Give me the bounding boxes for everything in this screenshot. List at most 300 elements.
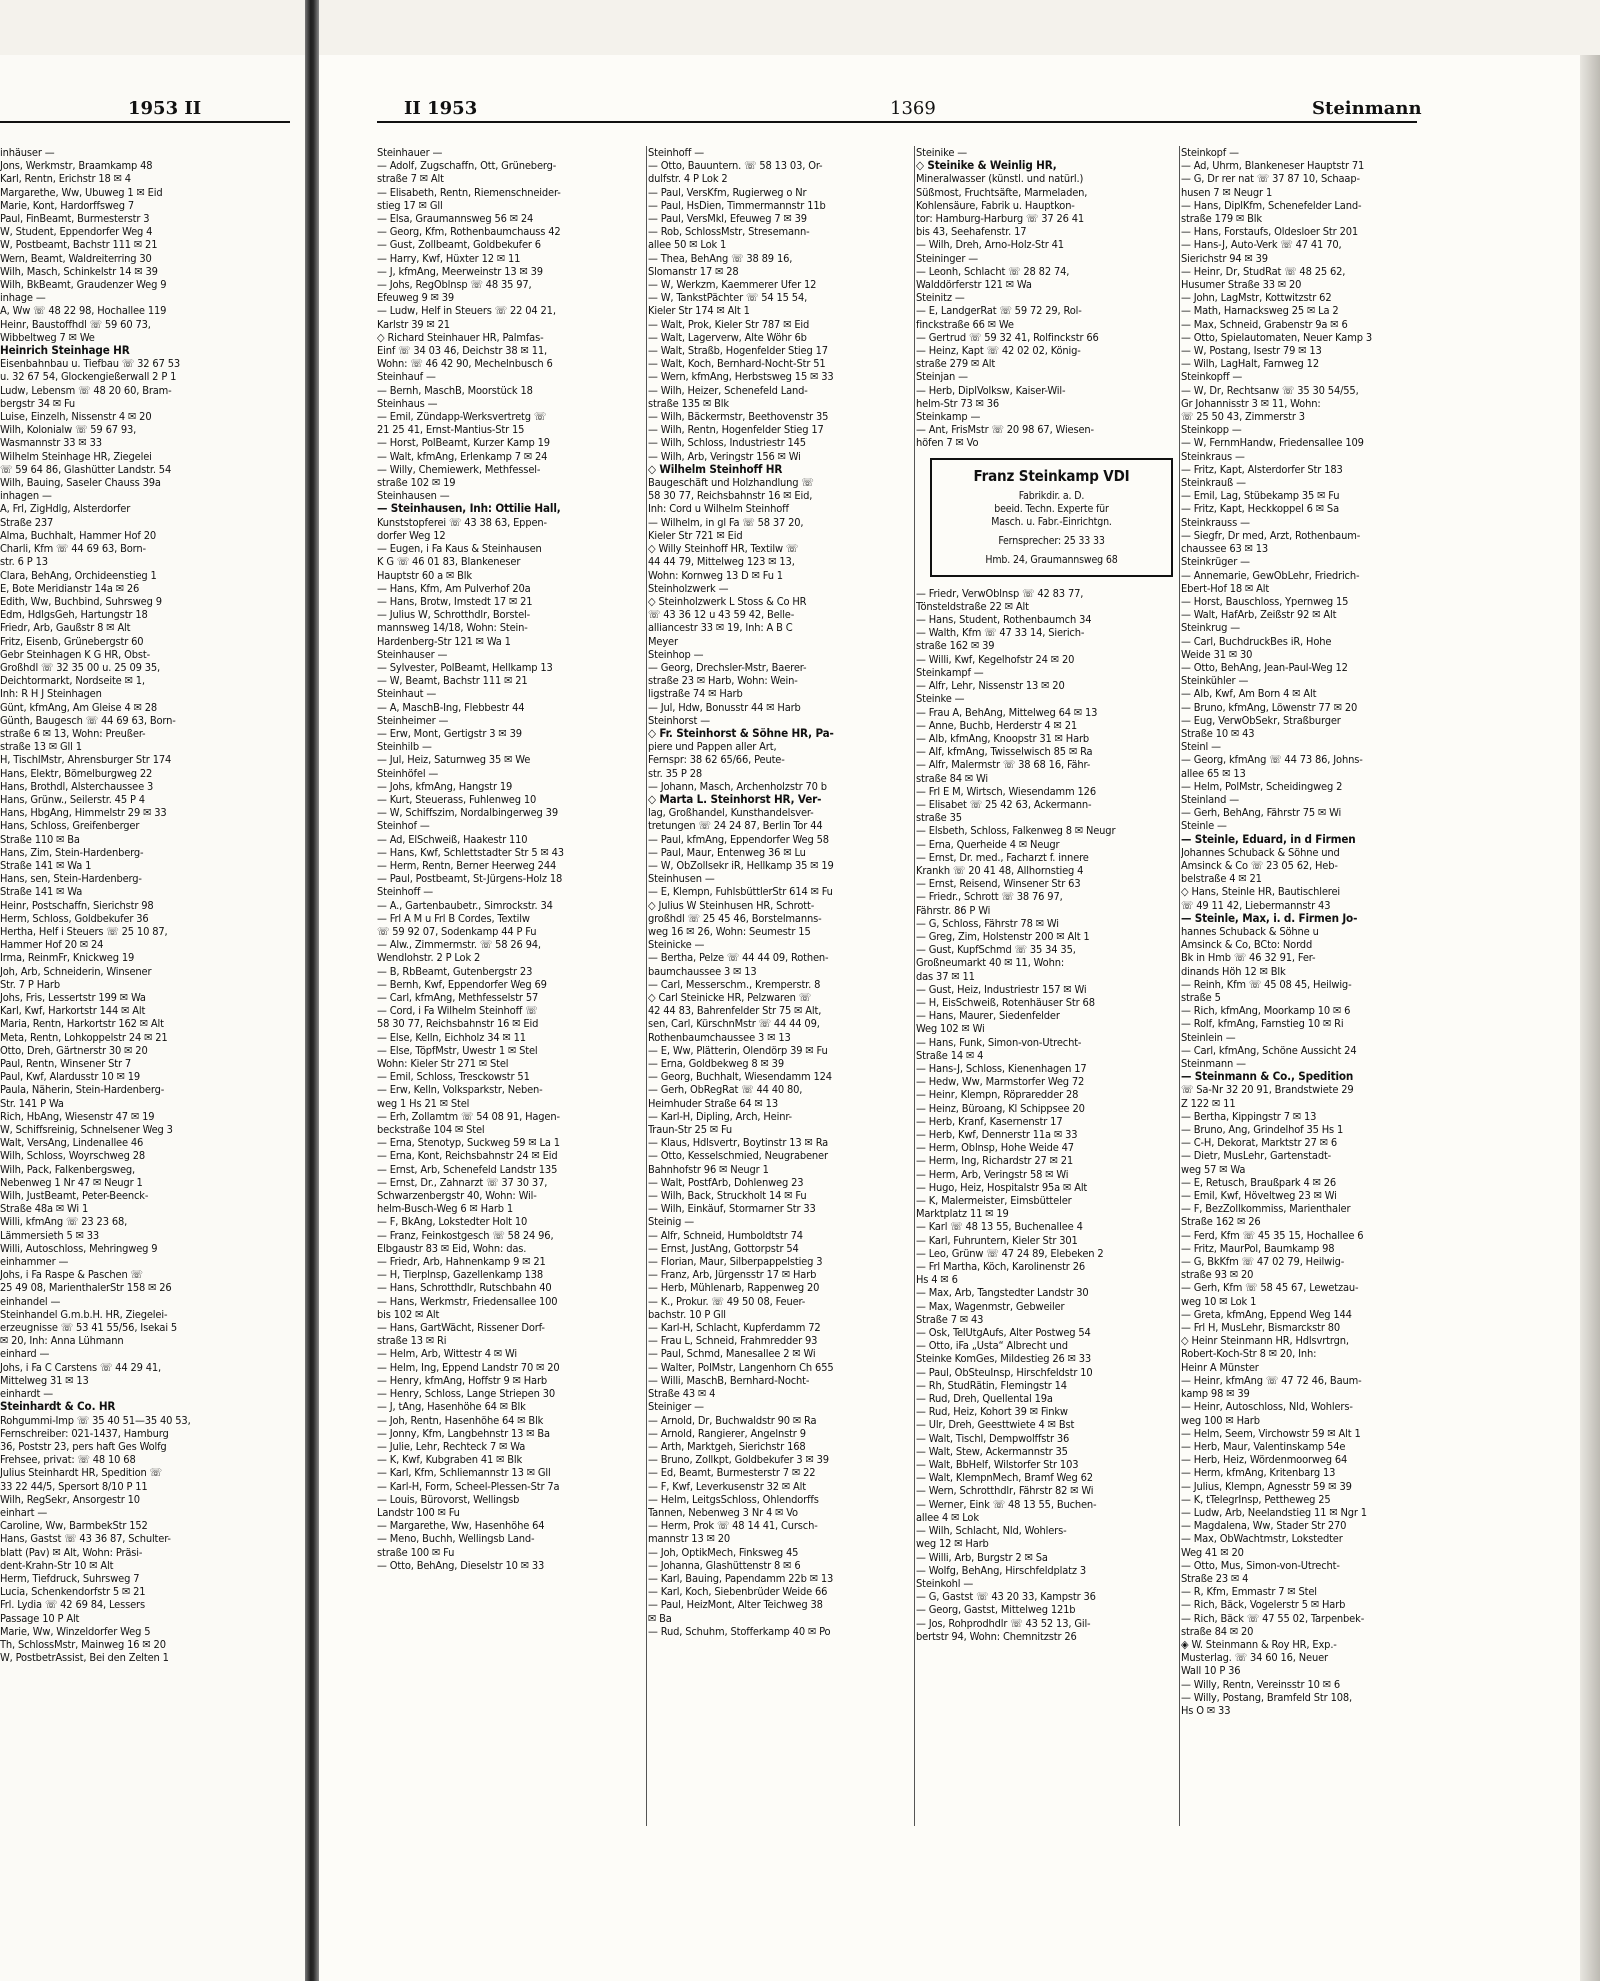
directory-entry: Steinhusen —: [648, 872, 715, 886]
directory-entry: Luise, Einzelh, Nissenstr 4 ✉ 20: [0, 410, 152, 424]
directory-entry: — Johs, kfmAng, Hangstr 19: [377, 779, 513, 793]
directory-entry: mannsweg 14/18, Wohn: Stein-: [377, 621, 528, 635]
directory-entry: Julius Steinhardt HR, Spedition ☏: [0, 1466, 162, 1480]
directory-entry: stieg 17 ✉ Gll: [377, 198, 443, 212]
directory-entry: Straße 43 ✉ 4: [648, 1387, 716, 1401]
directory-firm-entry: ◇ Wilhelm Steinhoff HR: [648, 462, 783, 476]
directory-entry: Rothenbaumchaussee 3 ✉ 13: [648, 1030, 791, 1044]
directory-entry: — Herb, Heiz, Wördenmoorweg 64: [1181, 1453, 1348, 1467]
directory-entry: — Ernst, Reisend, Winsener Str 63: [916, 877, 1081, 891]
directory-entry: — Joh, Rentn, Hasenhöhe 64 ✉ Blk: [377, 1413, 544, 1427]
directory-entry: — Fritz, Kapt, Heckkoppel 6 ✉ Sa: [1181, 502, 1339, 516]
directory-entry: — Hans, Maurer, Siedenfelder: [916, 1009, 1060, 1023]
directory-entry: allee 50 ✉ Lok 1: [648, 238, 727, 252]
directory-entry: Wall 10 P 36: [1181, 1664, 1241, 1678]
directory-entry: — Gerh, BehAng, Fährstr 75 ✉ Wi: [1181, 806, 1342, 820]
directory-entry: Hans, Zim, Stein-Hardenberg-: [0, 845, 144, 859]
directory-entry: allee 65 ✉ 13: [1181, 766, 1246, 780]
directory-entry: — Helm, Ing, Eppend Landstr 70 ✉ 20: [377, 1360, 560, 1374]
directory-entry: Schwarzenbergstr 40, Wohn: Wil-: [377, 1189, 537, 1203]
directory-entry: — G, BkKfm ☏ 47 02 79, Heilwig-: [1181, 1255, 1345, 1269]
directory-entry: Straße 141 ✉ Wa: [0, 885, 83, 899]
directory-entry: Efeuweg 9 ✉ 39: [377, 291, 455, 305]
directory-entry: Steinhorst —: [648, 713, 710, 727]
directory-entry: — Herm, kfmAng, Kritenbarg 13: [1181, 1466, 1336, 1480]
directory-entry: Weg 102 ✉ Wi: [916, 1022, 985, 1036]
directory-entry: Steinkrauß —: [1181, 476, 1246, 490]
directory-entry: Herm, Schloss, Goldbekufer 36: [0, 911, 149, 925]
directory-entry: — Annemarie, GewObLehr, Friedrich-: [1181, 568, 1360, 582]
directory-entry: Paula, Näherin, Stein-Hardenberg-: [0, 1083, 165, 1097]
directory-firm-entry: ◇ Steinike & Weinlig HR,: [916, 159, 1057, 173]
directory-entry: ◈ W. Steinmann & Roy HR, Exp.-: [1181, 1637, 1337, 1651]
page-number: 1369: [890, 98, 936, 119]
directory-entry: — Georg, Kfm, Rothenbaumchauss 42: [377, 225, 561, 239]
directory-entry: Wibbeltweg 7 ✉ We: [0, 330, 95, 344]
directory-entry: — G, Schloss, Fährstr 78 ✉ Wi: [916, 916, 1059, 930]
directory-entry: — Walt, Tischl, Dempwolffstr 36: [916, 1431, 1070, 1445]
directory-entry: — Hans, Student, Rothenbaumch 34: [916, 613, 1092, 627]
directory-entry: Lämmersieth 5 ✉ 33: [0, 1228, 100, 1242]
directory-entry: — Harry, Kwf, Hüxter 12 ✉ 11: [377, 251, 521, 265]
directory-entry: — Rich, Bäck, Vogelerstr 5 ✉ Harb: [1181, 1598, 1346, 1612]
directory-entry: Wilhelm Steinhage HR, Ziegelei: [0, 449, 152, 463]
directory-entry: — Arnold, Rangierer, Angelnstr 9: [648, 1426, 806, 1440]
directory-entry: — Klaus, Hdlsvertr, Boytinstr 13 ✉ Ra: [648, 1136, 829, 1150]
directory-entry: — B, RbBeamt, Gutenbergstr 23: [377, 964, 533, 978]
directory-entry: Großhdl ☏ 32 35 00 u. 25 09 35,: [0, 660, 161, 674]
directory-entry: chaussee 63 ✉ 13: [1181, 542, 1269, 556]
directory-entry: ◇ Willy Steinhoff HR, Textilw ☏: [648, 542, 799, 556]
directory-entry: — Franz, Arb, Jürgensstr 17 ✉ Harb: [648, 1268, 817, 1282]
directory-entry: Steinhoff —: [648, 146, 704, 159]
directory-entry: — Dietr, MusLehr, Gartenstadt-: [1181, 1149, 1332, 1163]
directory-entry: weg 12 ✉ Harb: [916, 1537, 989, 1551]
directory-entry: Straße 141 ✉ Wa 1: [0, 858, 92, 872]
directory-entry: — Wilh, Heizer, Schenefeld Land-: [648, 383, 808, 397]
directory-entry: — Werner, Eink ☏ 48 13 55, Buchen-: [916, 1497, 1097, 1511]
directory-entry: straße 93 ✉ 20: [1181, 1268, 1254, 1282]
directory-entry: Heinr, Postschaffn, Sierichstr 98: [0, 898, 154, 912]
directory-entry: — Rich, kfmAng, Moorkamp 10 ✉ 6: [1181, 1004, 1351, 1018]
directory-entry: — Rh, StudRätin, Flemingstr 14: [916, 1378, 1067, 1392]
directory-entry: Steinkopp —: [1181, 423, 1242, 437]
directory-entry: — Greg, Zim, Holstenstr 200 ✉ Alt 1: [916, 929, 1090, 943]
directory-entry: W, Student, Eppendorfer Weg 4: [0, 225, 153, 239]
directory-entry: — Sylvester, PolBeamt, Hellkamp 13: [377, 660, 553, 674]
directory-entry: — Hugo, Heiz, Hospitalstr 95a ✉ Alt: [916, 1180, 1088, 1194]
directory-entry: — Wilh, Schloss, Industriestr 145: [648, 436, 806, 450]
directory-firm-entry: — Steinle, Eduard, in d Firmen: [1181, 832, 1356, 846]
right-header-rule: [377, 121, 1417, 123]
directory-entry: Traun-Str 25 ✉ Fu: [648, 1123, 733, 1137]
directory-entry: — Hans-J, Schloss, Kienenhagen 17: [916, 1061, 1087, 1075]
directory-entry: Th, SchlossMstr, Mainweg 16 ✉ 20: [0, 1637, 166, 1651]
directory-entry: — Bernh, Kwf, Eppendorfer Weg 69: [377, 977, 547, 991]
directory-entry: Steinheimer —: [377, 713, 449, 727]
directory-entry: alliancestr 33 ✉ 19, Inh: A B C: [648, 621, 793, 635]
directory-entry: Ebert-Hof 18 ✉ Alt: [1181, 581, 1270, 595]
directory-entry: — Wilh, Schlacht, Nld, Wohlers-: [916, 1524, 1067, 1538]
directory-entry: — Walt, HafArb, Zeißstr 92 ✉ Alt: [1181, 608, 1337, 622]
directory-entry: Steinle —: [1181, 819, 1227, 833]
directory-entry: — Ferd, Kfm ☏ 45 35 15, Hochallee 6: [1181, 1228, 1364, 1242]
directory-entry: Steinhauer —: [377, 146, 443, 159]
directory-entry: — Alf, kfmAng, Twisselwisch 85 ✉ Ra: [916, 745, 1093, 759]
directory-entry: einhardt —: [0, 1387, 54, 1401]
directory-entry: Charli, Kfm ☏ 44 69 63, Born-: [0, 542, 146, 556]
directory-entry: — Karl, Kfm, Schliemannstr 13 ✉ Gll: [377, 1466, 551, 1480]
directory-entry: Wilh, Pack, Falkenbergsweg,: [0, 1162, 136, 1176]
directory-entry: — Fritz, Kapt, Alsterdorfer Str 183: [1181, 462, 1343, 476]
directory-entry: bergstr 34 ✉ Fu: [0, 396, 76, 410]
directory-entry: straße 162 ✉ 39: [916, 639, 995, 653]
directory-entry: Steinhof —: [377, 819, 430, 833]
running-head: Steinmann: [1312, 98, 1422, 119]
directory-entry: Kohlensäure, Fabrik u. Hauptkon-: [916, 198, 1075, 212]
directory-entry: Tannen, Nebenweg 3 Nr 4 ✉ Vo: [648, 1505, 798, 1519]
directory-column-4: [1181, 146, 1416, 1971]
column-divider: [646, 146, 647, 1826]
directory-entry: — W, FernmHandw, Friedensallee 109: [1181, 436, 1364, 450]
directory-entry: — Carl, kfmAng, Methfesselstr 57: [377, 991, 539, 1004]
directory-entry: — Georg, Buchhalt, Wiesendamm 124: [648, 1070, 832, 1084]
directory-entry: — Jul, Hdw, Bonusstr 44 ✉ Harb: [648, 700, 801, 714]
directory-entry: — Jonny, Kfm, Langbehnstr 13 ✉ Ba: [377, 1426, 550, 1440]
directory-entry: — Otto, BehAng, Jean-Paul-Weg 12: [1181, 660, 1348, 674]
directory-entry: — Reinh, Kfm ☏ 45 08 45, Heilwig-: [1181, 977, 1352, 991]
directory-entry: — Alfr, Schneid, Humboldtstr 74: [648, 1228, 803, 1242]
directory-entry: — Gertrud ☏ 59 32 41, Rolfinckstr 66: [916, 330, 1099, 344]
directory-entry: Paul, Kwf, Alardusstr 10 ✉ 19: [0, 1070, 141, 1084]
directory-entry: — Henry, Schloss, Lange Striepen 30: [377, 1387, 556, 1401]
directory-entry: Jons, Werkmstr, Braamkamp 48: [0, 159, 153, 173]
directory-firm-entry: ◇ Fr. Steinhorst & Söhne HR, Pa-: [648, 726, 834, 740]
directory-entry: Straße 110 ✉ Ba: [0, 832, 80, 846]
directory-entry: — Paul, HeizMont, Alter Teichweg 38: [648, 1598, 823, 1612]
directory-entry: — Hans, Schrotthdlr, Rutschbahn 40: [377, 1281, 552, 1295]
directory-entry: — E, LandgerRat ☏ 59 72 29, Rol-: [916, 304, 1082, 318]
directory-entry: straße 35: [916, 811, 962, 825]
directory-entry: — Erna, Kont, Reichsbahnstr 24 ✉ Eid: [377, 1149, 558, 1163]
directory-entry: finckstraße 66 ✉ We: [916, 317, 1014, 331]
directory-entry: — Otto, Kesselschmied, Neugrabener: [648, 1149, 828, 1163]
directory-entry: straße 135 ✉ Blk: [648, 396, 729, 410]
directory-entry: dent-Krahn-Str 10 ✉ Alt: [0, 1558, 114, 1572]
directory-entry: — Greta, kfmAng, Eppend Weg 144: [1181, 1307, 1352, 1321]
directory-entry: Großneumarkt 40 ✉ 11, Wohn:: [916, 956, 1065, 970]
directory-entry: — Cord, i Fa Wilhelm Steinhoff ☏: [377, 1004, 538, 1018]
directory-entry: ◇ Julius W Steinhusen HR, Schrott-: [648, 898, 815, 912]
directory-entry: — Erna, Stenotyp, Suckweg 59 ✉ La 1: [377, 1136, 560, 1150]
directory-entry: 33 22 44/5, Spersort 8/10 P 11: [0, 1479, 148, 1493]
directory-entry: — Otto, iFa „Usta“ Albrecht und: [916, 1339, 1068, 1353]
directory-firm-entry: Heinrich Steinhage HR: [0, 344, 130, 358]
directory-entry: — Else, TöpfMstr, Uwestr 1 ✉ Stel: [377, 1043, 538, 1057]
directory-entry: — Herb, Kwf, Dennerstr 11a ✉ 33: [916, 1128, 1078, 1141]
directory-entry: — Gust, Zollbeamt, Goldbekufer 6: [377, 238, 541, 252]
directory-entry: Wilh, Kolonialw ☏ 59 67 93,: [0, 423, 137, 437]
directory-entry: weg 1 Hs 21 ✉ Stel: [377, 1096, 470, 1110]
ad-line: beeid. Techn. Experte für: [994, 502, 1109, 515]
directory-column-3: [916, 146, 1177, 1971]
directory-entry: — Karl, Fuhruntern, Kieler Str 301: [916, 1233, 1078, 1247]
directory-entry: — Rob, SchlossMstr, Stresemann-: [648, 225, 810, 239]
directory-entry: Str. 7 P Harb: [0, 977, 60, 991]
directory-entry: — Ant, FrisMstr ☏ 20 98 67, Wiesen-: [916, 423, 1094, 437]
directory-entry: Paul, FinBeamt, Burmesterstr 3: [0, 212, 150, 226]
directory-entry: Steiniger —: [648, 1400, 704, 1414]
directory-entry: — W, Beamt, Bachstr 111 ✉ 21: [377, 674, 528, 688]
directory-entry: husen 7 ✉ Neugr 1: [1181, 185, 1273, 199]
directory-entry: — Georg, kfmAng ☏ 44 73 86, Johns-: [1181, 753, 1363, 767]
directory-entry: — Emil, Schloss, Tresckowstr 51: [377, 1070, 530, 1084]
directory-entry: 58 30 77, Reichsbahnstr 16 ✉ Eid,: [648, 489, 813, 503]
directory-entry: — J, tAng, Hasenhöhe 64 ✉ Blk: [377, 1400, 526, 1414]
directory-entry: Husumer Straße 33 ✉ 20: [1181, 278, 1302, 292]
directory-entry: — Ernst, Dr., Zahnarzt ☏ 37 30 37,: [377, 1175, 548, 1189]
directory-entry: Wern, Beamt, Waldreiterring 30: [0, 251, 152, 265]
directory-entry: — F, BkAng, Lokstedter Holt 10: [377, 1215, 528, 1229]
directory-entry: Steinhaut —: [377, 687, 437, 701]
directory-entry: Gebr Steinhagen K G HR, Obst-: [0, 647, 151, 661]
directory-entry: — Friedr, VerwOblnsp ☏ 42 83 77,: [916, 586, 1084, 600]
directory-entry: — Emil, Kwf, Höveltweg 23 ✉ Wi: [1181, 1189, 1337, 1203]
directory-entry: — Frl Martha, Köch, Karolinenstr 26: [916, 1260, 1086, 1274]
directory-entry: E, Bote Meridianstr 14a ✉ 26: [0, 581, 140, 595]
directory-entry: Bahnhofstr 96 ✉ Neugr 1: [648, 1162, 769, 1176]
directory-entry: — Herb, Mühlenarb, Rappenweg 20: [648, 1281, 820, 1295]
directory-entry: — G, Gastst ☏ 43 20 33, Kampstr 36: [916, 1590, 1096, 1604]
directory-entry: Maria, Rentn, Harkortstr 162 ✉ Alt: [0, 1017, 164, 1031]
directory-entry: — H, Tierplnsp, Gazellenkamp 138: [377, 1268, 544, 1282]
directory-entry: — Rolf, kfmAng, Farnstieg 10 ✉ Ri: [1181, 1017, 1344, 1031]
directory-entry: Steinjan —: [916, 370, 968, 384]
directory-entry: — Frl H, MusLehr, Bismarckstr 80: [1181, 1321, 1341, 1335]
directory-entry: kamp 98 ✉ 39: [1181, 1387, 1250, 1401]
directory-entry: ☏ 25 50 43, Zimmerstr 3: [1181, 410, 1305, 424]
directory-entry: — E, Ww, Plätterin, Olendörp 39 ✉ Fu: [648, 1043, 828, 1057]
directory-entry: — A, MaschB-Ing, Flebbestr 44: [377, 700, 525, 714]
directory-entry: — Hans, GartWächt, Rissener Dorf-: [377, 1321, 545, 1335]
directory-entry: einhart —: [0, 1505, 48, 1519]
directory-entry: Steinkopff —: [1181, 370, 1243, 384]
directory-entry: — Helm, LeitgsSchloss, Ohlendorffs: [648, 1492, 819, 1506]
directory-entry: — A., Gartenbaubetr., Simrockstr. 34: [377, 898, 553, 912]
directory-entry: straße 13 ✉ Ri: [377, 1334, 447, 1348]
directory-entry: Wilh, JustBeamt, Peter-Beenck-: [0, 1189, 149, 1203]
directory-entry: hannes Schuback & Söhne u: [1181, 924, 1319, 938]
directory-entry: — Bruno, kfmAng, Löwenstr 77 ✉ 20: [1181, 700, 1358, 714]
directory-entry: — Franz, Feinkostgesch ☏ 58 24 96,: [377, 1228, 554, 1242]
directory-entry: — Max, ObWachtmstr, Lokstedter: [1181, 1532, 1343, 1546]
directory-entry: das 37 ✉ 11: [916, 969, 975, 983]
directory-entry: — Anne, Buchb, Herderstr 4 ✉ 21: [916, 718, 1077, 732]
directory-entry: — F, BezZollkommiss, Marienthaler: [1181, 1202, 1351, 1216]
directory-entry: — K, Malermeister, Eimsbütteler: [916, 1194, 1072, 1208]
directory-entry: blatt (Pav) ✉ Alt, Wohn: Präsi-: [0, 1545, 143, 1559]
directory-entry: — Eugen, i Fa Kaus & Steinhausen: [377, 542, 542, 556]
directory-entry: — Ernst, JustAng, Gottorpstr 54: [648, 1241, 799, 1255]
directory-entry: — Wilhelm, in gl Fa ☏ 58 37 20,: [648, 515, 804, 529]
directory-entry: — Heinr, Klempn, Röpraredder 28: [916, 1088, 1079, 1102]
directory-entry: einhard —: [0, 1347, 50, 1361]
directory-entry: weg 16 ✉ 26, Wohn: Seumestr 15: [648, 924, 811, 938]
directory-entry: bis 102 ✉ Alt: [377, 1307, 440, 1321]
directory-entry: — Karl-H, Schlacht, Kupferdamm 72: [648, 1321, 821, 1335]
directory-entry: — Hans, Funk, Simon-von-Utrecht-: [916, 1035, 1082, 1049]
directory-entry: Deichtormarkt, Nordseite ✉ 1,: [0, 674, 145, 688]
directory-entry: Kieler Str 721 ✉ Eid: [648, 528, 743, 542]
directory-entry: — Willi, Arb, Burgstr 2 ✉ Sa: [916, 1550, 1048, 1564]
directory-entry: Baugeschäft und Holzhandlung ☏: [648, 476, 814, 490]
directory-entry: Weg 41 ✉ 20: [1181, 1545, 1244, 1559]
directory-entry: — Alfr, Lehr, Nissenstr 13 ✉ 20: [916, 679, 1065, 693]
directory-entry: — Paul, ObSteuInsp, Hirschfeldstr 10: [916, 1365, 1093, 1379]
directory-entry: Joh, Arb, Schneiderin, Winsener: [0, 964, 152, 978]
directory-entry: Steinkühler —: [1181, 674, 1249, 688]
directory-entry: — Florian, Maur, Silberpappelstieg 3: [648, 1255, 823, 1269]
directory-entry: Steinkrauss —: [1181, 515, 1250, 529]
directory-entry: Margarethe, Ww, Ubuweg 1 ✉ Eid: [0, 185, 163, 199]
directory-entry: — Elsbeth, Schloss, Falkenweg 8 ✉ Neugr: [916, 824, 1116, 838]
directory-entry: 42 44 83, Bahrenfelder Str 75 ✉ Alt,: [648, 1004, 822, 1018]
directory-entry: — Herm, Ing, Richardstr 27 ✉ 21: [916, 1154, 1074, 1168]
directory-entry: — Otto, Mus, Simon-von-Utrecht-: [1181, 1558, 1340, 1572]
directory-entry: Steinkrug —: [1181, 621, 1241, 635]
directory-entry: — Wilh, Rentn, Hogenfelder Stieg 17: [648, 423, 824, 437]
directory-entry: — Johann, Masch, Archenholzstr 70 b: [648, 779, 827, 793]
directory-entry: Sierichstr 94 ✉ 39: [1181, 251, 1268, 265]
directory-entry: Straße 237: [0, 515, 54, 529]
directory-entry: mannstr 13 ✉ 20: [648, 1532, 731, 1546]
directory-entry: — Erna, Querheide 4 ✉ Neugr: [916, 837, 1060, 851]
directory-entry: — Karl, Bauing, Papendamm 22b ✉ 13: [648, 1571, 834, 1585]
directory-entry: — Erw, Mont, Gertigstr 3 ✉ 39: [377, 726, 522, 740]
directory-entry: Wasmannstr 33 ✉ 33: [0, 436, 102, 450]
directory-entry: — Paul, Maur, Entenweg 36 ✉ Lu: [648, 845, 806, 859]
directory-entry: Wendlohstr. 2 P Lok 2: [377, 951, 481, 965]
directory-entry: Willi, Autoschloss, Mehringweg 9: [0, 1241, 158, 1255]
directory-entry: — Otto, Bauuntern. ☏ 58 13 03, Or-: [648, 159, 823, 173]
directory-entry: Walddörferstr 121 ✉ Wa: [916, 278, 1032, 292]
directory-entry: Steinhauf —: [377, 370, 436, 384]
directory-entry: Inh: R H J Steinhagen: [0, 687, 102, 701]
directory-entry: helm-Busch-Weg 6 ✉ Harb 1: [377, 1202, 514, 1216]
directory-entry: — E, Retusch, Braußpark 4 ✉ 26: [1181, 1175, 1337, 1189]
directory-entry: W, PostbetrAssist, Bei den Zelten 1: [0, 1651, 169, 1665]
directory-entry: — Bruno, Ang, Grindelhof 35 Hs 1: [1181, 1123, 1344, 1137]
directory-entry: — Otto, BehAng, Dieselstr 10 ✉ 33: [377, 1558, 545, 1572]
directory-entry: — Herb, Maur, Valentinskamp 54e: [1181, 1439, 1346, 1453]
directory-entry: Steinhilb —: [377, 740, 432, 754]
directory-entry: Herm, Tiefdruck, Suhrsweg 7: [0, 1571, 140, 1585]
directory-firm-entry: Steinhardt & Co. HR: [0, 1400, 116, 1414]
directory-entry: A, Frl, ZigHdlg, Alsterdorfer: [0, 502, 131, 516]
directory-entry: — Herb, DiplVolksw, Kaiser-Wil-: [916, 383, 1066, 397]
directory-entry: Straße 23 ✉ 4: [1181, 1571, 1249, 1585]
directory-entry: Steinitz —: [916, 291, 965, 305]
directory-entry: — Wilh, Dreh, Arno-Holz-Str 41: [916, 238, 1064, 252]
directory-entry: — Paul, VersMkl, Efeuweg 7 ✉ 39: [648, 212, 807, 226]
directory-entry: — Walth, Kfm ☏ 47 33 14, Sierich-: [916, 626, 1085, 640]
directory-entry: — Wilh, Bäckermstr, Beethovenstr 35: [648, 410, 829, 424]
directory-entry: — Erw, Kelln, Volksparkstr, Neben-: [377, 1083, 543, 1097]
directory-entry: beckstraße 104 ✉ Stel: [377, 1123, 485, 1137]
directory-firm-entry: — Steinmann & Co., Spedition: [1181, 1070, 1354, 1084]
directory-entry: Steinig —: [648, 1215, 695, 1229]
directory-entry: tor: Hamburg-Harburg ☏ 37 26 41: [916, 212, 1085, 226]
directory-entry: — W, TankstPächter ☏ 54 15 54,: [648, 291, 808, 305]
directory-entry: straße 5: [1181, 991, 1221, 1004]
directory-entry: Hauptstr 60 a ✉ Blk: [377, 568, 472, 582]
directory-entry: — Rud, Heiz, Kohort 39 ✉ Finkw: [916, 1405, 1068, 1419]
directory-entry: Marie, Ww, Winzeldorfer Weg 5: [0, 1624, 151, 1638]
directory-entry: Meta, Rentn, Lohkoppelstr 24 ✉ 21: [0, 1030, 168, 1044]
right-header-left: II 1953: [404, 98, 478, 119]
directory-entry: — Ernst, Dr. med., Facharzt f. innere: [916, 850, 1089, 864]
directory-entry: — Walt, Stew, Ackermannstr 35: [916, 1444, 1068, 1458]
directory-entry: Steinholzwerk —: [648, 581, 729, 595]
directory-entry: Johannes Schuback & Söhne und: [1181, 845, 1340, 859]
directory-entry: — Bernh, MaschB, Moorstück 18: [377, 383, 533, 397]
directory-entry: — Julius W, Schrotthdlr, Borstel-: [377, 608, 531, 622]
left-header: 1953 II: [128, 98, 202, 119]
directory-entry: — Louis, Bürovorst, Wellingsb: [377, 1492, 520, 1506]
directory-entry: — Johanna, Glashüttenstr 8 ✉ 6: [648, 1558, 801, 1572]
directory-entry: Karl, Rentn, Erichstr 18 ✉ 4: [0, 172, 131, 186]
directory-entry: — Wern, kfmAng, Herbstsweg 15 ✉ 33: [648, 370, 834, 384]
directory-entry: — Carl, kfmAng, Schöne Aussicht 24: [1181, 1043, 1357, 1057]
directory-entry: Steinkraus —: [1181, 449, 1245, 463]
directory-entry: — Willy, Rentn, Vereinsstr 10 ✉ 6: [1181, 1677, 1341, 1691]
directory-entry: — Friedr, Arb, Hahnenkamp 9 ✉ 21: [377, 1255, 546, 1269]
directory-entry: Frl. Lydia ☏ 42 69 84, Lessers: [0, 1598, 145, 1612]
directory-entry: Edm, HdlgsGeh, Hartungstr 18: [0, 608, 148, 622]
directory-entry: Johs, i Fa Raspe & Paschen ☏: [0, 1268, 143, 1282]
directory-entry: Otto, Dreh, Gärtnerstr 30 ✉ 20: [0, 1043, 148, 1057]
directory-entry: Hs 4 ✉ 6: [916, 1273, 958, 1287]
directory-entry: Karl, Kwf, Harkortstr 144 ✉ Alt: [0, 1004, 146, 1018]
advertisement-box: [930, 458, 1173, 577]
directory-entry: Clara, BehAng, Orchideenstieg 1: [0, 568, 157, 582]
directory-entry: Fernspr: 38 62 65/66, Peute-: [648, 753, 785, 767]
directory-entry: — Johs, RegOblnsp ☏ 48 35 97,: [377, 278, 532, 292]
directory-entry: — Elisabet ☏ 25 42 63, Ackermann-: [916, 797, 1092, 811]
directory-entry: straße 7 ✉ Alt: [377, 172, 444, 186]
directory-entry: weg 100 ✉ Harb: [1181, 1413, 1260, 1427]
directory-entry: u. 32 67 54, Glockengießerwall 2 P 1: [0, 370, 177, 384]
ad-phone: Fernsprecher: 25 33 33: [998, 534, 1105, 547]
directory-entry: einhandel —: [0, 1294, 61, 1308]
directory-entry: — Walt, Prok, Kieler Str 787 ✉ Eid: [648, 317, 810, 331]
directory-entry: Musterlag. ☏ 34 60 16, Neuer: [1181, 1651, 1328, 1665]
directory-entry: — Heinz, Kapt ☏ 42 02 02, König-: [916, 344, 1081, 358]
directory-entry: Süßmost, Fruchtsäfte, Marmeladen,: [916, 185, 1088, 199]
directory-entry: ◇ Richard Steinhauer HR, Palmfas-: [377, 330, 544, 344]
directory-entry: Straße 14 ✉ 4: [916, 1048, 984, 1062]
directory-entry: — Ulr, Dreh, Geesttwiete 4 ✉ Bst: [916, 1418, 1075, 1432]
directory-entry: Hans, Brothdl, Alsterchaussee 3: [0, 779, 154, 793]
directory-entry: — Herm, Prok ☏ 48 14 41, Cursch-: [648, 1519, 818, 1533]
directory-entry: — Karl, Koch, Siebenbrüder Weide 66: [648, 1585, 828, 1599]
directory-entry: Kieler Str 174 ✉ Alt 1: [648, 304, 750, 318]
directory-entry: Hans, Schloss, Greifenberger: [0, 819, 140, 833]
directory-entry: Steinmann —: [1181, 1057, 1246, 1071]
directory-entry: — Wilh, LagHalt, Farnweg 12: [1181, 357, 1319, 371]
directory-entry: Steinl —: [1181, 740, 1221, 754]
directory-entry: — Henry, kfmAng, Hoffstr 9 ✉ Harb: [377, 1373, 547, 1387]
